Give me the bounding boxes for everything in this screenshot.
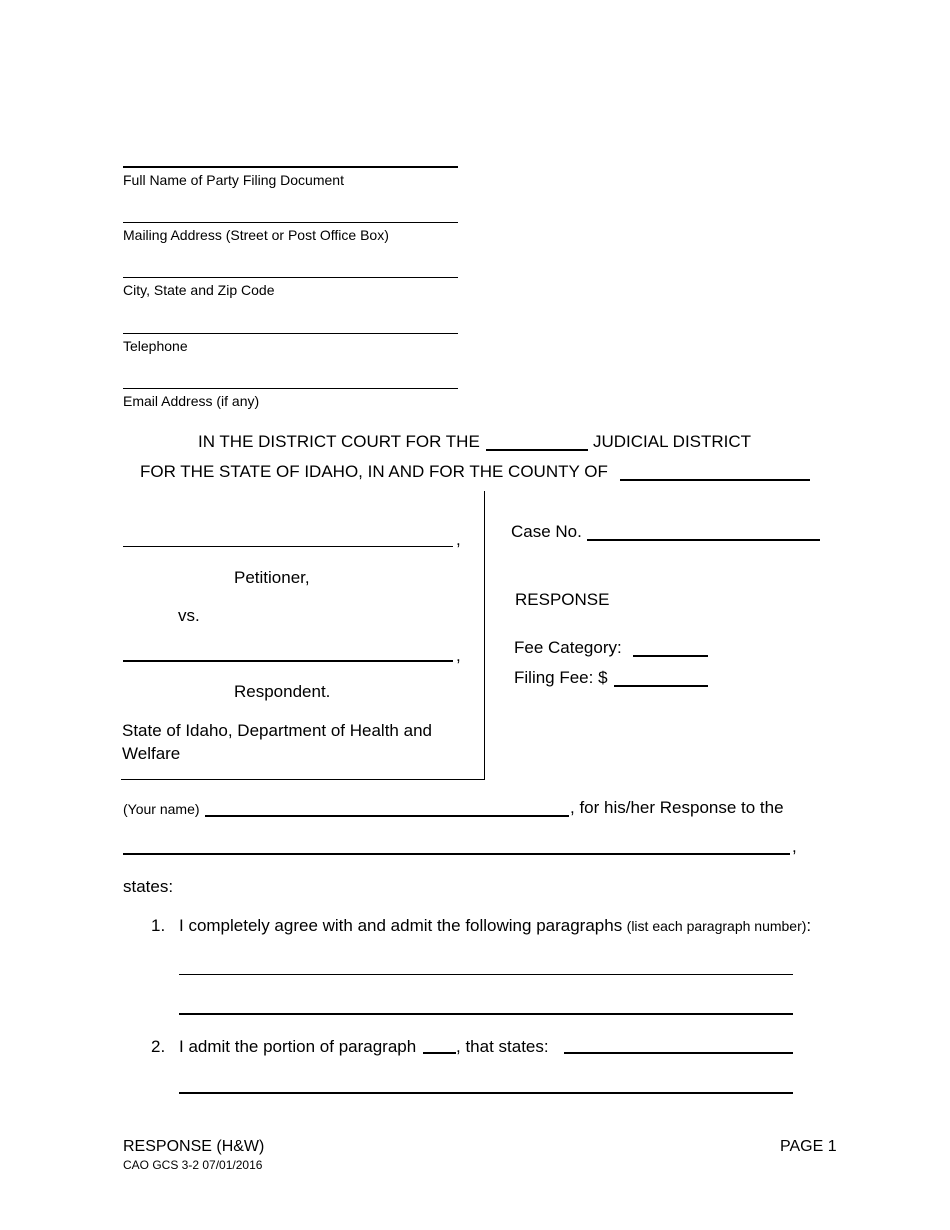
petitioner-name-line[interactable] [123, 546, 453, 547]
agency-name: State of Idaho, Department of Health and Welfare [122, 721, 432, 763]
item2-text-post: , that states: [456, 1037, 549, 1056]
item1-note: (list each paragraph number) [626, 918, 807, 934]
petitioner-comma: , [456, 530, 461, 549]
item2-text-pre: I admit the portion of paragraph [179, 1037, 417, 1056]
county-blank[interactable] [620, 479, 810, 481]
item1-colon: : [806, 916, 812, 935]
full-name-line[interactable] [123, 166, 458, 168]
respondent-comma: , [456, 646, 461, 665]
paragraph-number-blank[interactable] [423, 1052, 456, 1054]
footer-form-code: CAO GCS 3-2 07/01/2016 [123, 1158, 263, 1172]
item2-statement-line-2[interactable] [179, 1092, 793, 1094]
item1-number: 1. [151, 916, 166, 935]
caption-bottom-rule [121, 779, 485, 780]
versus-label: vs. [178, 606, 200, 625]
court-line1-post: JUDICIAL DISTRICT [593, 432, 752, 451]
caption-divider [484, 491, 485, 780]
for-response-text: , for his/her Response to the [570, 798, 784, 817]
full-name-label: Full Name of Party Filing Document [123, 172, 344, 188]
your-name-line[interactable] [205, 815, 569, 817]
fee-category-label: Fee Category: [514, 638, 622, 657]
court-line1-pre: IN THE DISTRICT COURT FOR THE [198, 432, 480, 451]
mailing-address-line[interactable] [123, 222, 458, 223]
your-name-label: (Your name) [123, 801, 200, 817]
respondent-name-line[interactable] [123, 660, 453, 662]
item2-number: 2. [151, 1037, 166, 1056]
city-state-zip-line[interactable] [123, 277, 458, 278]
footer-page-number: PAGE 1 [780, 1138, 837, 1155]
email-line[interactable] [123, 388, 458, 389]
item1-text-row [179, 916, 811, 936]
item2-statement-line-1[interactable] [564, 1052, 793, 1054]
filing-fee-label: Filing Fee: $ [514, 668, 608, 687]
case-no-line[interactable] [587, 539, 820, 541]
telephone-label: Telephone [123, 338, 188, 354]
petitioner-label: Petitioner, [234, 568, 310, 587]
document-title: RESPONSE [515, 590, 610, 609]
email-label: Email Address (if any) [123, 393, 260, 409]
respondent-label: Respondent. [234, 682, 331, 701]
court-line2: FOR THE STATE OF IDAHO, IN AND FOR THE COUNTY OF [140, 462, 608, 481]
case-no-label: Case No. [511, 522, 582, 541]
item1-text: I completely agree with and admit the following paragraphs [179, 916, 623, 935]
telephone-line[interactable] [123, 333, 458, 334]
footer-title: RESPONSE (H&W) [123, 1138, 265, 1155]
fee-category-line[interactable] [633, 655, 708, 657]
city-state-zip-label: City, State and Zip Code [123, 282, 275, 298]
item1-answer-line-1[interactable] [179, 974, 793, 975]
mailing-address-label: Mailing Address (Street or Post Office Box) [123, 227, 389, 243]
judicial-district-blank[interactable] [486, 449, 588, 451]
item1-answer-line-2[interactable] [179, 1013, 793, 1015]
trailing-comma: , [792, 837, 797, 856]
document-responded-line[interactable] [123, 853, 790, 855]
filing-fee-line[interactable] [614, 685, 708, 687]
states-label: states: [123, 877, 174, 896]
